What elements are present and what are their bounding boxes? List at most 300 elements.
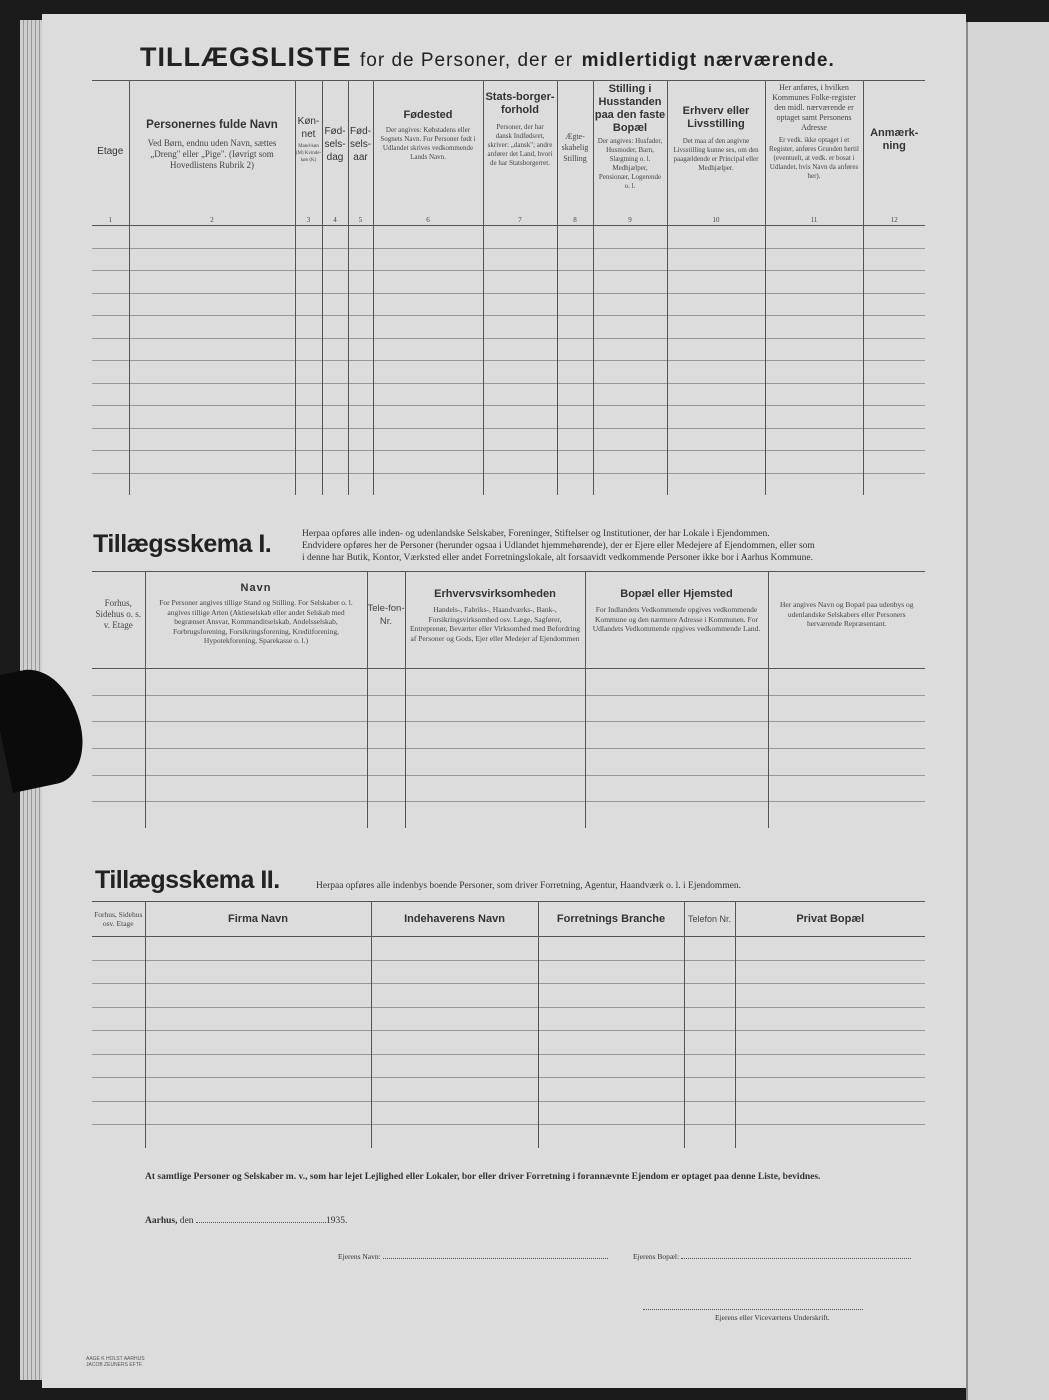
table-row: [92, 248, 925, 271]
owner-address-label: Ejerens Bopæl:: [633, 1252, 680, 1261]
table-cell[interactable]: [557, 473, 593, 495]
table-cell[interactable]: [483, 226, 557, 249]
table-cell[interactable]: [322, 248, 348, 271]
table-cell[interactable]: [145, 1007, 371, 1031]
skema1-intro-line: Herpaa opføres alle inden- og udenlandske Selskaber, Foreninger, Stiftelser og Institutioner, der har Lokale i Ejendommen.: [302, 529, 770, 539]
table-cell[interactable]: [92, 383, 129, 406]
title-main: TILLÆGSLISTE: [140, 42, 352, 72]
table-row: [92, 1101, 925, 1125]
table-row: [92, 428, 925, 451]
col-birthplace: [373, 81, 483, 226]
owner-name-field[interactable]: [383, 1258, 608, 1259]
table-cell[interactable]: [295, 226, 322, 249]
table-row: [92, 361, 925, 384]
table-cell[interactable]: [765, 383, 863, 406]
table-cell[interactable]: [538, 960, 684, 984]
table-cell[interactable]: [295, 316, 322, 339]
signature-field[interactable]: [643, 1309, 863, 1310]
table-cell[interactable]: [585, 802, 768, 828]
table-cell[interactable]: [373, 293, 483, 316]
skema1-col-navn-label: Navn: [240, 582, 272, 594]
col-citizenship-label: Stats-borger-forhold: [485, 91, 555, 116]
table-cell[interactable]: [295, 473, 322, 495]
table-cell[interactable]: [405, 749, 585, 776]
col-etage-label: Etage: [97, 146, 124, 157]
table-cell[interactable]: [593, 361, 667, 384]
table-cell[interactable]: [295, 383, 322, 406]
table-cell[interactable]: [373, 383, 483, 406]
table-cell[interactable]: [667, 451, 765, 474]
table-cell[interactable]: [145, 1101, 371, 1125]
table-cell[interactable]: [92, 775, 145, 802]
table-cell[interactable]: [295, 406, 322, 429]
table-cell[interactable]: [765, 473, 863, 495]
table-cell[interactable]: [92, 960, 145, 984]
table-cell[interactable]: [371, 1101, 538, 1125]
skema2-col-telefon: [684, 902, 735, 937]
table-cell[interactable]: [367, 802, 405, 828]
table-row: [92, 293, 925, 316]
table-cell[interactable]: [538, 1031, 684, 1055]
col-number: 5: [358, 216, 363, 224]
col-register-label: Her anføres, i hvilken Kommunes Folke-register den midl. nærværende er optaget samt Personens Adresse: [772, 83, 856, 132]
table-cell[interactable]: [145, 1054, 371, 1078]
table-cell[interactable]: [322, 293, 348, 316]
table-cell[interactable]: [92, 451, 129, 474]
table-cell[interactable]: [373, 271, 483, 294]
table-cell[interactable]: [483, 248, 557, 271]
table-cell[interactable]: [129, 338, 295, 361]
skema1-col-etage-label: Forhus, Sidehus o. s. v. Etage: [95, 598, 141, 630]
table-cell[interactable]: [557, 383, 593, 406]
table-cell[interactable]: [129, 293, 295, 316]
table-cell[interactable]: [667, 316, 765, 339]
table-cell[interactable]: [483, 406, 557, 429]
table-cell[interactable]: [863, 473, 925, 495]
table-cell[interactable]: [667, 248, 765, 271]
table-cell[interactable]: [373, 248, 483, 271]
skema1-header: [92, 572, 925, 669]
table-cell[interactable]: [483, 293, 557, 316]
table-cell[interactable]: [735, 1031, 925, 1055]
table-cell[interactable]: [129, 248, 295, 271]
table-cell[interactable]: [557, 248, 593, 271]
table-cell[interactable]: [405, 722, 585, 749]
table-cell[interactable]: [765, 428, 863, 451]
table-cell[interactable]: [367, 722, 405, 749]
table-cell[interactable]: [145, 749, 367, 776]
table-cell[interactable]: [371, 1054, 538, 1078]
table-cell[interactable]: [322, 451, 348, 474]
table-cell[interactable]: [593, 248, 667, 271]
table-row: [92, 695, 925, 722]
table-cell[interactable]: [129, 406, 295, 429]
table-cell[interactable]: [322, 428, 348, 451]
table-cell[interactable]: [557, 271, 593, 294]
den-label: den: [179, 1216, 194, 1226]
table-cell[interactable]: [585, 669, 768, 696]
table-cell[interactable]: [538, 1125, 684, 1148]
year-label: 1935.: [325, 1216, 348, 1226]
table-cell[interactable]: [348, 338, 373, 361]
table-cell[interactable]: [557, 338, 593, 361]
table-row: [92, 775, 925, 802]
table-cell[interactable]: [92, 802, 145, 828]
table-cell[interactable]: [735, 960, 925, 984]
table-cell[interactable]: [667, 473, 765, 495]
table-cell[interactable]: [483, 451, 557, 474]
table-cell[interactable]: [483, 338, 557, 361]
table-cell[interactable]: [768, 775, 925, 802]
table-cell[interactable]: [863, 338, 925, 361]
table-cell[interactable]: [322, 473, 348, 495]
table-cell[interactable]: [667, 406, 765, 429]
table-cell[interactable]: [295, 361, 322, 384]
table-cell[interactable]: [129, 226, 295, 249]
table-cell[interactable]: [348, 383, 373, 406]
table-cell[interactable]: [92, 937, 145, 961]
table-cell[interactable]: [557, 428, 593, 451]
table-cell[interactable]: [593, 338, 667, 361]
table-cell[interactable]: [145, 960, 371, 984]
table-cell[interactable]: [367, 695, 405, 722]
table-cell[interactable]: [768, 722, 925, 749]
table-cell[interactable]: [322, 406, 348, 429]
col-name-label: Personernes fulde Navn: [146, 119, 278, 131]
col-number: 3: [306, 216, 311, 224]
table-cell[interactable]: [735, 937, 925, 961]
table-cell[interactable]: [863, 248, 925, 271]
table-cell[interactable]: [373, 406, 483, 429]
table-cell[interactable]: [92, 271, 129, 294]
table-cell[interactable]: [538, 1078, 684, 1102]
table-cell[interactable]: [765, 406, 863, 429]
skema2-col-etage-label: Forhus, Sidehus osv. Etage: [94, 910, 143, 928]
table-cell[interactable]: [735, 984, 925, 1008]
table-cell[interactable]: [557, 316, 593, 339]
skema1-col-bopael-sub: For Indlandets Vedkommende opgives vedkommende Kommune og den nærmere Adresse i Kommunen. For Udlandets Vedkommende opgives vedkommende Land.: [592, 605, 761, 633]
table-cell[interactable]: [129, 473, 295, 495]
table-cell[interactable]: [538, 1101, 684, 1125]
table-cell[interactable]: [768, 802, 925, 828]
col-number: 4: [333, 216, 337, 224]
table-row: [92, 338, 925, 361]
table-cell[interactable]: [92, 1101, 145, 1125]
signature-label: Ejerens eller Viceværtens Underskrift.: [715, 1313, 830, 1322]
date-line: [145, 1216, 347, 1226]
table-cell[interactable]: [92, 1078, 145, 1102]
table-cell[interactable]: [145, 669, 367, 696]
table-cell[interactable]: [295, 293, 322, 316]
table-cell[interactable]: [483, 316, 557, 339]
table-cell[interactable]: [667, 226, 765, 249]
table-cell[interactable]: [92, 984, 145, 1008]
table-cell[interactable]: [684, 1007, 735, 1031]
table-cell[interactable]: [92, 293, 129, 316]
table-cell[interactable]: [295, 271, 322, 294]
col-gender: [295, 81, 322, 226]
table-cell[interactable]: [593, 451, 667, 474]
table-cell[interactable]: [348, 361, 373, 384]
col-birthplace-sub: Der angives: Købstadens eller Sognets Navn. For Personer født i Udlandet skrives vedkommende Lands Navn.: [380, 126, 476, 161]
table-cell[interactable]: [92, 722, 145, 749]
table-cell[interactable]: [92, 669, 145, 696]
table-cell[interactable]: [684, 937, 735, 961]
table-cell[interactable]: [538, 1054, 684, 1078]
table-cell[interactable]: [483, 428, 557, 451]
table-cell[interactable]: [684, 984, 735, 1008]
skema2-col-etage: [92, 902, 145, 937]
table-cell[interactable]: [371, 1078, 538, 1102]
table-row: [92, 937, 925, 961]
table-cell[interactable]: [765, 316, 863, 339]
table-cell[interactable]: [593, 428, 667, 451]
table-cell[interactable]: [684, 1054, 735, 1078]
skema1-col-repr-label: Her angives Navn og Bopæl paa udenbys og udenlandske Selskabers eller Personers herværende Repræsentant.: [779, 600, 914, 628]
table-cell[interactable]: [373, 361, 483, 384]
table-cell[interactable]: [373, 451, 483, 474]
table-cell[interactable]: [92, 226, 129, 249]
table-cell[interactable]: [667, 428, 765, 451]
table-cell[interactable]: [585, 695, 768, 722]
table-cell[interactable]: [863, 383, 925, 406]
table-cell[interactable]: [322, 338, 348, 361]
table-cell[interactable]: [768, 749, 925, 776]
table-cell[interactable]: [765, 451, 863, 474]
table-cell[interactable]: [735, 1125, 925, 1148]
table-cell[interactable]: [557, 451, 593, 474]
table-cell[interactable]: [367, 775, 405, 802]
table-cell[interactable]: [348, 451, 373, 474]
table-cell[interactable]: [371, 1031, 538, 1055]
table-cell[interactable]: [295, 338, 322, 361]
table-cell[interactable]: [593, 473, 667, 495]
table-cell[interactable]: [863, 428, 925, 451]
col-birthday-label: Fød-sels-dag: [324, 126, 346, 163]
table-cell[interactable]: [322, 271, 348, 294]
table-row: [92, 722, 925, 749]
table-cell[interactable]: [667, 271, 765, 294]
table-cell[interactable]: [295, 248, 322, 271]
table-cell[interactable]: [145, 802, 367, 828]
table-row: [92, 1007, 925, 1031]
table-cell[interactable]: [367, 749, 405, 776]
table-cell[interactable]: [593, 271, 667, 294]
table-cell[interactable]: [483, 473, 557, 495]
table-cell[interactable]: [145, 1078, 371, 1102]
table-cell[interactable]: [863, 406, 925, 429]
table-cell[interactable]: [348, 473, 373, 495]
table-cell[interactable]: [538, 1007, 684, 1031]
table-cell[interactable]: [371, 937, 538, 961]
printer-line: JACOB ZEUNERS EFTF.: [86, 1362, 143, 1368]
date-field[interactable]: [196, 1222, 326, 1223]
table-cell[interactable]: [348, 248, 373, 271]
table-cell[interactable]: [863, 293, 925, 316]
table-cell[interactable]: [92, 1054, 145, 1078]
table-cell[interactable]: [129, 271, 295, 294]
table-cell[interactable]: [863, 361, 925, 384]
table-row: [92, 1078, 925, 1102]
table-cell[interactable]: [348, 316, 373, 339]
table-cell[interactable]: [373, 473, 483, 495]
table-cell[interactable]: [593, 293, 667, 316]
table-cell[interactable]: [765, 271, 863, 294]
table-cell[interactable]: [765, 248, 863, 271]
skema1-table: [92, 571, 925, 828]
table-cell[interactable]: [538, 937, 684, 961]
col-register-sub: Er vedk. ikke optaget i et Register, anføres Grunden hertil (eventuelt, at vedk. er bosat i Udlandet, hvis Navn da anføres her).: [769, 136, 859, 180]
table-cell[interactable]: [295, 428, 322, 451]
table-cell[interactable]: [92, 695, 145, 722]
col-marital: [557, 81, 593, 226]
table-cell[interactable]: [593, 383, 667, 406]
table-cell[interactable]: [373, 316, 483, 339]
col-occupation-label: Erhverv eller Livsstilling: [682, 105, 750, 130]
table-cell[interactable]: [371, 1125, 538, 1148]
table-cell[interactable]: [92, 1031, 145, 1055]
table-row: [92, 1031, 925, 1055]
table-cell[interactable]: [684, 1078, 735, 1102]
table-cell[interactable]: [371, 984, 538, 1008]
table-cell[interactable]: [92, 338, 129, 361]
table-cell[interactable]: [667, 383, 765, 406]
table-cell[interactable]: [322, 383, 348, 406]
table-cell[interactable]: [322, 361, 348, 384]
table-cell[interactable]: [768, 669, 925, 696]
table-cell[interactable]: [765, 293, 863, 316]
table-cell[interactable]: [557, 293, 593, 316]
table-cell[interactable]: [483, 271, 557, 294]
table-cell[interactable]: [145, 775, 367, 802]
table-cell[interactable]: [371, 960, 538, 984]
table-row: [92, 802, 925, 828]
table-cell[interactable]: [483, 361, 557, 384]
table-cell[interactable]: [667, 293, 765, 316]
table-cell[interactable]: [92, 361, 129, 384]
printer-line: AAGE K HOLST AARHUS: [86, 1356, 145, 1362]
skema2-col-branche-label: Forretnings Branche: [556, 912, 666, 925]
table-cell[interactable]: [145, 937, 371, 961]
table-cell[interactable]: [735, 1078, 925, 1102]
table-cell[interactable]: [348, 226, 373, 249]
table-cell[interactable]: [92, 248, 129, 271]
title-bold-end: midlertidigt nærværende.: [581, 50, 835, 71]
table-cell[interactable]: [765, 338, 863, 361]
table-cell[interactable]: [348, 406, 373, 429]
col-citizenship: [483, 81, 557, 226]
owner-address-field[interactable]: [681, 1258, 911, 1259]
table-cell[interactable]: [322, 226, 348, 249]
table-cell[interactable]: [863, 226, 925, 249]
table-cell[interactable]: [348, 428, 373, 451]
table-cell[interactable]: [557, 361, 593, 384]
table-cell[interactable]: [863, 271, 925, 294]
table-cell[interactable]: [322, 316, 348, 339]
table-cell[interactable]: [768, 695, 925, 722]
table-cell[interactable]: [765, 226, 863, 249]
table-row: [92, 316, 925, 339]
table-cell[interactable]: [92, 406, 129, 429]
table-cell[interactable]: [348, 271, 373, 294]
table-cell[interactable]: [145, 1125, 371, 1148]
table-cell[interactable]: [92, 316, 129, 339]
table-cell[interactable]: [684, 960, 735, 984]
table-cell[interactable]: [373, 226, 483, 249]
skema1-intro-line: Endvidere opføres her de Personer (herunder ogsaa i Udlandet hjemmehørende), der er Ejere eller Medejere af Ejendommen, eller som: [302, 541, 815, 551]
table-cell[interactable]: [593, 226, 667, 249]
table-cell[interactable]: [538, 984, 684, 1008]
table-cell[interactable]: [667, 338, 765, 361]
table-cell[interactable]: [863, 451, 925, 474]
table-cell[interactable]: [557, 226, 593, 249]
table-cell[interactable]: [145, 984, 371, 1008]
table-cell[interactable]: [373, 338, 483, 361]
table-cell[interactable]: [585, 775, 768, 802]
col-number: 2: [210, 216, 214, 224]
table-cell[interactable]: [145, 722, 367, 749]
table-cell[interactable]: [483, 383, 557, 406]
place-label: Aarhus,: [145, 1216, 178, 1226]
col-number: 12: [890, 216, 898, 224]
table-cell[interactable]: [405, 802, 585, 828]
col-household: [593, 81, 667, 226]
table-cell[interactable]: [129, 383, 295, 406]
table-cell[interactable]: [735, 1101, 925, 1125]
col-remarks-label: Anmærk-ning: [870, 127, 919, 152]
table-cell[interactable]: [371, 1007, 538, 1031]
table-cell[interactable]: [348, 293, 373, 316]
table-cell[interactable]: [593, 316, 667, 339]
table-cell[interactable]: [92, 749, 145, 776]
table-cell[interactable]: [585, 749, 768, 776]
skema2-col-bopael-label: Privat Bopæl: [796, 912, 865, 925]
table-cell[interactable]: [129, 361, 295, 384]
skema1-col-repr: [768, 572, 925, 669]
table-cell[interactable]: [863, 316, 925, 339]
table-cell[interactable]: [129, 316, 295, 339]
table-cell[interactable]: [145, 695, 367, 722]
table-row: [92, 473, 925, 495]
table-cell[interactable]: [593, 406, 667, 429]
table-cell[interactable]: [405, 695, 585, 722]
skema1-col-bopael-label: Bopæl eller Hjemsted: [620, 588, 733, 600]
table-cell[interactable]: [405, 669, 585, 696]
table-cell[interactable]: [367, 669, 405, 696]
table-cell[interactable]: [735, 1054, 925, 1078]
table-cell[interactable]: [667, 361, 765, 384]
table-cell[interactable]: [585, 722, 768, 749]
table-cell[interactable]: [684, 1101, 735, 1125]
table-cell[interactable]: [684, 1031, 735, 1055]
table-cell[interactable]: [405, 775, 585, 802]
table-cell[interactable]: [557, 406, 593, 429]
table-cell[interactable]: [92, 473, 129, 495]
table-cell[interactable]: [92, 1125, 145, 1148]
table-cell[interactable]: [145, 1031, 371, 1055]
table-cell[interactable]: [129, 451, 295, 474]
table-cell[interactable]: [92, 428, 129, 451]
table-cell[interactable]: [735, 1007, 925, 1031]
table-cell[interactable]: [684, 1125, 735, 1148]
owner-name-label: Ejerens Navn:: [338, 1252, 381, 1261]
table-cell[interactable]: [92, 1007, 145, 1031]
table-cell[interactable]: [129, 428, 295, 451]
attestation-statement: At samtlige Personer og Selskaber m. v., som har lejet Lejlighed eller Lokaler, bor eller driver Forretning i forannævnte Ejendom er optaget paa denne Liste, bevidnes.: [145, 1172, 821, 1182]
table-cell[interactable]: [765, 361, 863, 384]
table-cell[interactable]: [373, 428, 483, 451]
table-cell[interactable]: [295, 451, 322, 474]
